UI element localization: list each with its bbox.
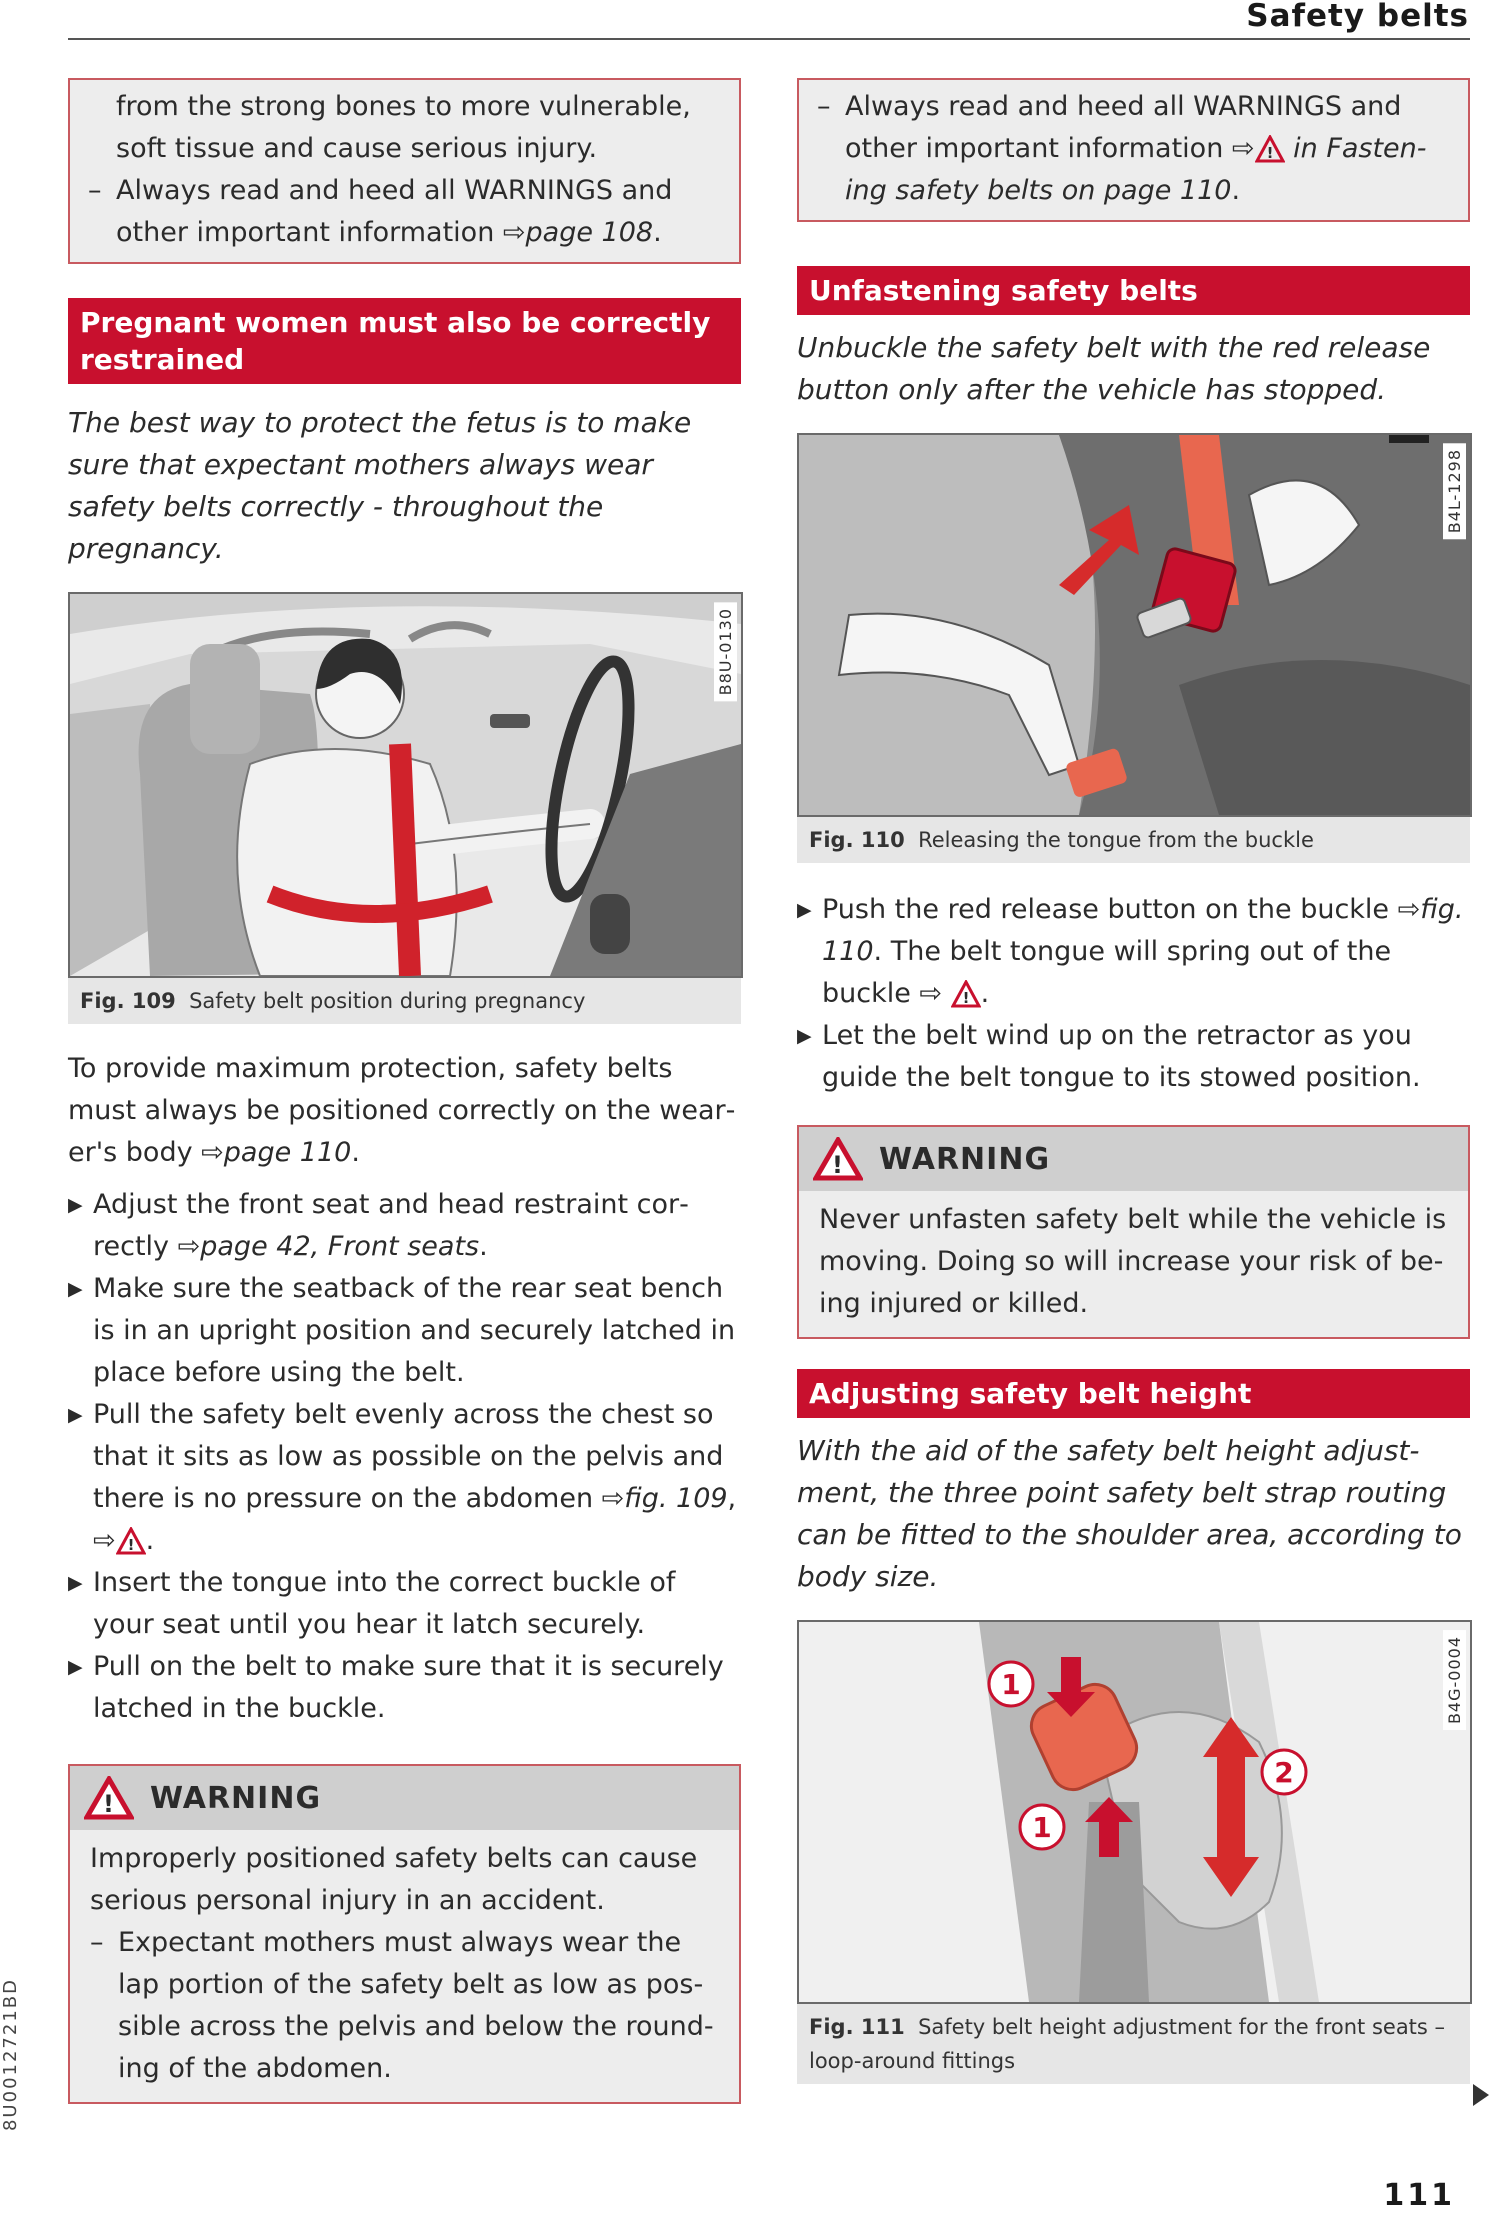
continued-warning-box bbox=[797, 78, 1470, 222]
list-item: ▶ Adjust the front seat and head restraint correctly ⇨page 42, Front seats. bbox=[68, 1184, 741, 1268]
warning-title: WARNING bbox=[879, 1141, 1051, 1177]
list-item: ▶ Make sure the seatback of the rear seat bench is in an upright position and securely latched in place before using the belt. bbox=[68, 1268, 741, 1394]
arrow-icon: ⇨ bbox=[502, 217, 526, 248]
figure-link[interactable]: fig. 110 bbox=[822, 894, 1464, 967]
section-heading-pregnant: Pregnant women must also be correctly restrained bbox=[68, 298, 741, 384]
warning-title: WARNING bbox=[150, 1780, 322, 1816]
svg-text:!: ! bbox=[127, 1536, 135, 1554]
continue-arrow-icon bbox=[1473, 2084, 1489, 2106]
bullet-icon: ▶ bbox=[797, 899, 812, 921]
pregnant-driver-illustration bbox=[70, 594, 741, 976]
continued-line: soft tissue and cause serious injury. bbox=[116, 133, 598, 164]
figure-code: B4L-1298 bbox=[1443, 443, 1466, 539]
list-item: ▶ Insert the tongue into the correct buckle of your seat until you hear it latch securely. bbox=[68, 1562, 741, 1646]
warning-box bbox=[797, 1125, 1470, 1339]
page-link[interactable]: in Fastening safety belts on page 110 bbox=[845, 133, 1427, 206]
warning-triangle-icon bbox=[84, 1776, 134, 1820]
figure-caption: Fig. 111 Safety belt height adjustment for the front seats – loop-around fittings bbox=[797, 2004, 1470, 2084]
section-intro: With the aid of the safety belt height adjustment, the three point safety belt strap routing can be fitted to the shoulder area, according to body size. bbox=[797, 1434, 1462, 1593]
bullet-icon: ▶ bbox=[68, 1656, 83, 1678]
warning-triangle-icon[interactable] bbox=[951, 980, 981, 1008]
page-link[interactable]: page 42, Front seats bbox=[200, 1231, 480, 1262]
bullet-icon: ▶ bbox=[68, 1194, 83, 1216]
body-paragraph: To provide maximum protection, safety belts must always be positioned correctly on the wearer's body ⇨page 110. bbox=[68, 1053, 736, 1168]
svg-text:!: ! bbox=[103, 1790, 115, 1818]
section-heading-unfastening: Unfastening safety belts bbox=[797, 266, 1470, 315]
section-intro: The best way to protect the fetus is to make sure that expectant mothers always wear safety belts correctly - throughout the pregnancy. bbox=[68, 406, 692, 565]
buckle-release-illustration bbox=[799, 435, 1470, 815]
instruction-list bbox=[797, 889, 1470, 1099]
svg-text:!: ! bbox=[832, 1151, 844, 1179]
warning-box bbox=[68, 1764, 741, 2104]
section-heading-adjusting: Adjusting safety belt height bbox=[797, 1369, 1470, 1418]
page-header-title: Safety belts bbox=[1246, 0, 1469, 34]
warning-triangle-icon bbox=[813, 1137, 863, 1181]
document-code: 8U0012721BD bbox=[0, 1978, 21, 2132]
svg-text:!: ! bbox=[962, 989, 970, 1007]
figure-109 bbox=[68, 592, 743, 978]
callout-1: 1 bbox=[1032, 1811, 1052, 1844]
page-link[interactable]: page 110 bbox=[223, 1137, 352, 1168]
warning-list-item: – Expectant mothers must always wear the lap portion of the safety belt as low as possible across the pelvis and below the rounding of the abdomen. bbox=[90, 1927, 714, 2084]
figure-caption: Fig. 109 Safety belt position during pregnancy bbox=[68, 978, 741, 1024]
list-item: ▶ Pull on the belt to make sure that it is securely latched in the buckle. bbox=[68, 1646, 741, 1730]
bullet-icon: ▶ bbox=[68, 1572, 83, 1594]
svg-text:!: ! bbox=[1266, 144, 1273, 162]
right-column bbox=[797, 78, 1470, 2084]
figure-code: B4G-0004 bbox=[1443, 1630, 1466, 1730]
instruction-list bbox=[68, 1184, 741, 1730]
belt-height-adjuster-illustration bbox=[799, 1622, 1470, 2002]
warning-triangle-icon[interactable] bbox=[116, 1527, 146, 1555]
page-link[interactable]: page 108 bbox=[525, 217, 654, 248]
continued-warning-box bbox=[68, 78, 741, 264]
continued-line: from the strong bones to more vulnerable, bbox=[116, 91, 691, 122]
warning-triangle-icon bbox=[1255, 135, 1285, 163]
figure-caption: Fig. 110 Releasing the tongue from the buckle bbox=[797, 817, 1470, 863]
warning-list-item: – Always read and heed all WARNINGS and other important information ⇨ ! in Fastening safety belts on page 110. bbox=[817, 91, 1427, 206]
left-column bbox=[68, 78, 741, 2104]
warning-text: Improperly positioned safety belts can cause serious personal injury in an accident. bbox=[90, 1843, 698, 1916]
section-intro: Unbuckle the safety belt with the red release button only after the vehicle has stopped. bbox=[797, 331, 1431, 406]
figure-110 bbox=[797, 433, 1472, 817]
figure-link[interactable]: fig. 109 bbox=[624, 1483, 728, 1514]
warning-text: Never unfasten safety belt while the vehicle is moving. Doing so will increase your risk of being injured or killed. bbox=[819, 1204, 1447, 1319]
bullet-icon: ▶ bbox=[797, 1025, 812, 1047]
page-number: 111 bbox=[1383, 2178, 1455, 2213]
list-item: ▶ Pull the safety belt evenly across the chest so that it sits as low as possible on the pelvis and there is no pressure on the abdomen ⇨fig. 109, ⇨ ! . bbox=[68, 1394, 741, 1562]
callout-2: 2 bbox=[1274, 1756, 1294, 1789]
bullet-icon: ▶ bbox=[68, 1404, 83, 1426]
list-item: ▶ Let the belt wind up on the retractor as you guide the belt tongue to its stowed position. bbox=[797, 1015, 1470, 1099]
list-item: ▶ Push the red release button on the buckle ⇨fig. 110. The belt tongue will spring out of the buckle ⇨ ! . bbox=[797, 889, 1470, 1015]
warning-list-item: – Always read and heed all WARNINGS and other important information ⇨page 108. bbox=[88, 175, 673, 248]
warning-header bbox=[799, 1127, 1468, 1191]
bullet-icon: ▶ bbox=[68, 1278, 83, 1300]
callout-1: 1 bbox=[1001, 1668, 1021, 1701]
warning-header bbox=[70, 1766, 739, 1830]
header-rule bbox=[68, 38, 1470, 40]
figure-code: B8U-0130 bbox=[714, 602, 737, 701]
figure-111 bbox=[797, 1620, 1472, 2004]
